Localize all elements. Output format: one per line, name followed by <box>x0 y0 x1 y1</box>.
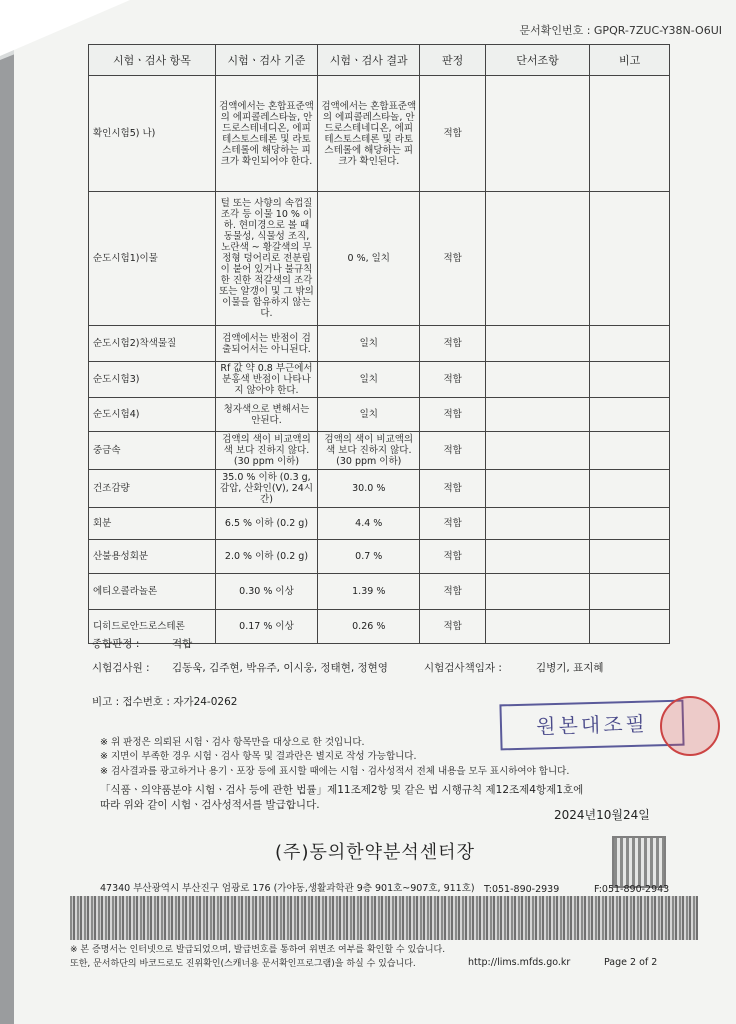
row-standard: 검액에서는 반점이 검출되어서는 아니된다. <box>215 326 317 362</box>
row-result: 0 %, 일치 <box>318 192 420 326</box>
row-item: 회분 <box>89 508 216 540</box>
row-remarks <box>590 362 670 398</box>
document-number: 문서확인번호 : GPQR-7ZUC-Y38N-O6UI <box>519 24 722 37</box>
telephone: T:051-890-2939 <box>484 884 560 895</box>
header-remarks: 비고 <box>590 45 670 76</box>
row-item: 확인시험5) 나) <box>89 76 216 192</box>
website-url: http://lims.mfds.go.kr <box>468 957 571 968</box>
page-number: Page 2 of 2 <box>604 957 658 968</box>
issue-date: 2024년10월24일 <box>554 808 650 822</box>
table-row <box>89 398 670 432</box>
original-verified-stamp: 원본대조필 <box>499 700 684 751</box>
fax: F:051-890-2943 <box>594 884 670 895</box>
row-standard: 청자색으로 변해서는 안된다. <box>215 398 317 432</box>
notice-3: ※ 검사결과를 광고하거나 용기ㆍ포장 등에 표시할 때에는 시험ㆍ검사성적서 전체 내용을 모두 표시하여야 합니다. <box>100 766 570 777</box>
row-result: 30.0 % <box>318 470 420 508</box>
row-item: 에티오콜라놀론 <box>89 574 216 610</box>
row-remarks <box>590 470 670 508</box>
verification-barcode <box>70 896 698 940</box>
row-standard: 검액에서는 혼합표준액의 에피콜레스타놀, 안드로스테네디온, 에피테스토스테론 및 라토스테롤에 해당하는 피크가 확인되어야 한다. <box>215 76 317 192</box>
row-item: 순도시험2)착색물질 <box>89 326 216 362</box>
row-judgement: 적합 <box>420 398 485 432</box>
row-item: 순도시험1)이물 <box>89 192 216 326</box>
row-judgement: 적합 <box>420 470 485 508</box>
header-proviso: 단서조항 <box>485 45 589 76</box>
table-row <box>89 574 670 610</box>
row-remarks <box>590 432 670 470</box>
row-proviso <box>485 610 589 644</box>
row-judgement: 적합 <box>420 508 485 540</box>
row-standard: 털 또는 사향의 속껍질조각 등 이물 10 % 이하. 현미경으로 볼 때 동물성, 식물성 조직, 노란색 ~ 황갈색의 무정형 덩어리로 전분립이 붙어 있거나 불규칙한 진한 적갈색의 조각 또는 알갱이 및 그 밖의 이물을 함유하지 않는다. <box>215 192 317 326</box>
table-row <box>89 192 670 326</box>
issuer-name: (주)동의한약분석센터장 <box>275 842 475 863</box>
overall-judgement-label: 종합판정 : <box>92 638 140 650</box>
row-item: 순도시험3) <box>89 362 216 398</box>
row-standard: 6.5 % 이하 (0.2 g) <box>215 508 317 540</box>
remarks-receipt-no: 비고 : 접수번호 : 자가24-0262 <box>92 696 238 708</box>
row-result: 일치 <box>318 326 420 362</box>
row-remarks <box>590 610 670 644</box>
row-remarks <box>590 192 670 326</box>
row-proviso <box>485 432 589 470</box>
row-result: 검액의 색이 비교액의 색 보다 진하지 않다. (30 ppm 이하) <box>318 432 420 470</box>
row-result: 4.4 % <box>318 508 420 540</box>
table-row <box>89 508 670 540</box>
legal-statement-line2: 따라 위와 같이 시험ㆍ검사성적서를 발급합니다. <box>100 799 320 811</box>
row-judgement: 적합 <box>420 76 485 192</box>
inspectors-names: 김동욱, 김주현, 박유주, 이시웅, 정태현, 정현영 <box>172 662 388 674</box>
row-item: 중금속 <box>89 432 216 470</box>
row-remarks <box>590 540 670 574</box>
row-item: 디히드로안드로스테론 <box>89 610 216 644</box>
row-standard: 2.0 % 이하 (0.2 g) <box>215 540 317 574</box>
overall-judgement-value: 적합 <box>172 638 193 650</box>
row-remarks <box>590 508 670 540</box>
header-judgement: 판정 <box>420 45 485 76</box>
header-result: 시험ㆍ검사 결과 <box>318 45 420 76</box>
table-row <box>89 432 670 470</box>
header-item: 시험ㆍ검사 항목 <box>89 45 216 76</box>
row-proviso <box>485 574 589 610</box>
row-standard: 검액의 색이 비교액의 색 보다 진하지 않다. (30 ppm 이하) <box>215 432 317 470</box>
row-proviso <box>485 398 589 432</box>
responsible-names: 김병기, 표지혜 <box>536 662 604 674</box>
legal-statement-line1: 「식품ㆍ의약품분야 시험ㆍ검사 등에 관한 법률」제11조제2항 및 같은 법 시행규칙 제12조제4항제1호에 <box>100 784 584 796</box>
row-standard: Rf 값 약 0.8 부근에서 분홍색 반점이 나타나지 않아야 한다. <box>215 362 317 398</box>
notice-2: ※ 지면이 부족한 경우 시험ㆍ검사 항목 및 결과란은 별지로 작성 가능합니다. <box>100 751 417 762</box>
row-standard: 0.30 % 이상 <box>215 574 317 610</box>
table-row <box>89 540 670 574</box>
row-proviso <box>485 470 589 508</box>
row-proviso <box>485 362 589 398</box>
row-proviso <box>485 76 589 192</box>
row-judgement: 적합 <box>420 574 485 610</box>
table-row <box>89 362 670 398</box>
row-result: 0.26 % <box>318 610 420 644</box>
address: 47340 부산광역시 부산진구 엄광로 176 (가야동,생활과학관 9층 901호~907호, 911호) <box>100 883 475 894</box>
row-remarks <box>590 76 670 192</box>
official-seal <box>660 696 720 756</box>
row-result: 1.39 % <box>318 574 420 610</box>
header-standard: 시험ㆍ검사 기준 <box>215 45 317 76</box>
row-standard: 35.0 % 이하 (0.3 g, 감압, 산화인(V), 24시간) <box>215 470 317 508</box>
footer-note-1: ※ 본 증명서는 인터넷으로 발급되었으며, 발급번호를 통하여 위변조 여부를 확인할 수 있습니다. <box>70 945 446 955</box>
row-item: 순도시험4) <box>89 398 216 432</box>
row-proviso <box>485 326 589 362</box>
results-table <box>88 44 670 644</box>
row-item: 산불용성회분 <box>89 540 216 574</box>
table-row <box>89 326 670 362</box>
row-result: 검액에서는 혼합표준액의 에피콜레스타놀, 안드로스테네디온, 에피테스토스테론 및 라토스테롤에 해당하는 피크가 확인된다. <box>318 76 420 192</box>
issuer-seal-qr <box>612 836 666 888</box>
row-judgement: 적합 <box>420 540 485 574</box>
row-remarks <box>590 398 670 432</box>
row-remarks <box>590 574 670 610</box>
footer-note-2: 또한, 문서하단의 바코드로도 진위확인(스캐너용 문서확인프로그램)을 하실 수 있습니다. <box>70 959 416 969</box>
row-standard: 0.17 % 이상 <box>215 610 317 644</box>
row-judgement: 적합 <box>420 432 485 470</box>
row-remarks <box>590 326 670 362</box>
row-item: 건조감량 <box>89 470 216 508</box>
table-header-row <box>89 45 670 76</box>
document-sheet <box>14 0 736 1024</box>
row-result: 0.7 % <box>318 540 420 574</box>
row-judgement: 적합 <box>420 326 485 362</box>
row-proviso <box>485 192 589 326</box>
table-row <box>89 76 670 192</box>
row-judgement: 적합 <box>420 362 485 398</box>
row-proviso <box>485 508 589 540</box>
notice-1: ※ 위 판정은 의뢰된 시험ㆍ검사 항목만을 대상으로 한 것입니다. <box>100 737 365 748</box>
row-result: 일치 <box>318 362 420 398</box>
row-judgement: 적합 <box>420 192 485 326</box>
row-judgement: 적합 <box>420 610 485 644</box>
table-row <box>89 470 670 508</box>
responsible-label: 시험검사책임자 : <box>424 662 502 674</box>
row-result: 일치 <box>318 398 420 432</box>
row-proviso <box>485 540 589 574</box>
inspectors-label: 시험검사원 : <box>92 662 150 674</box>
